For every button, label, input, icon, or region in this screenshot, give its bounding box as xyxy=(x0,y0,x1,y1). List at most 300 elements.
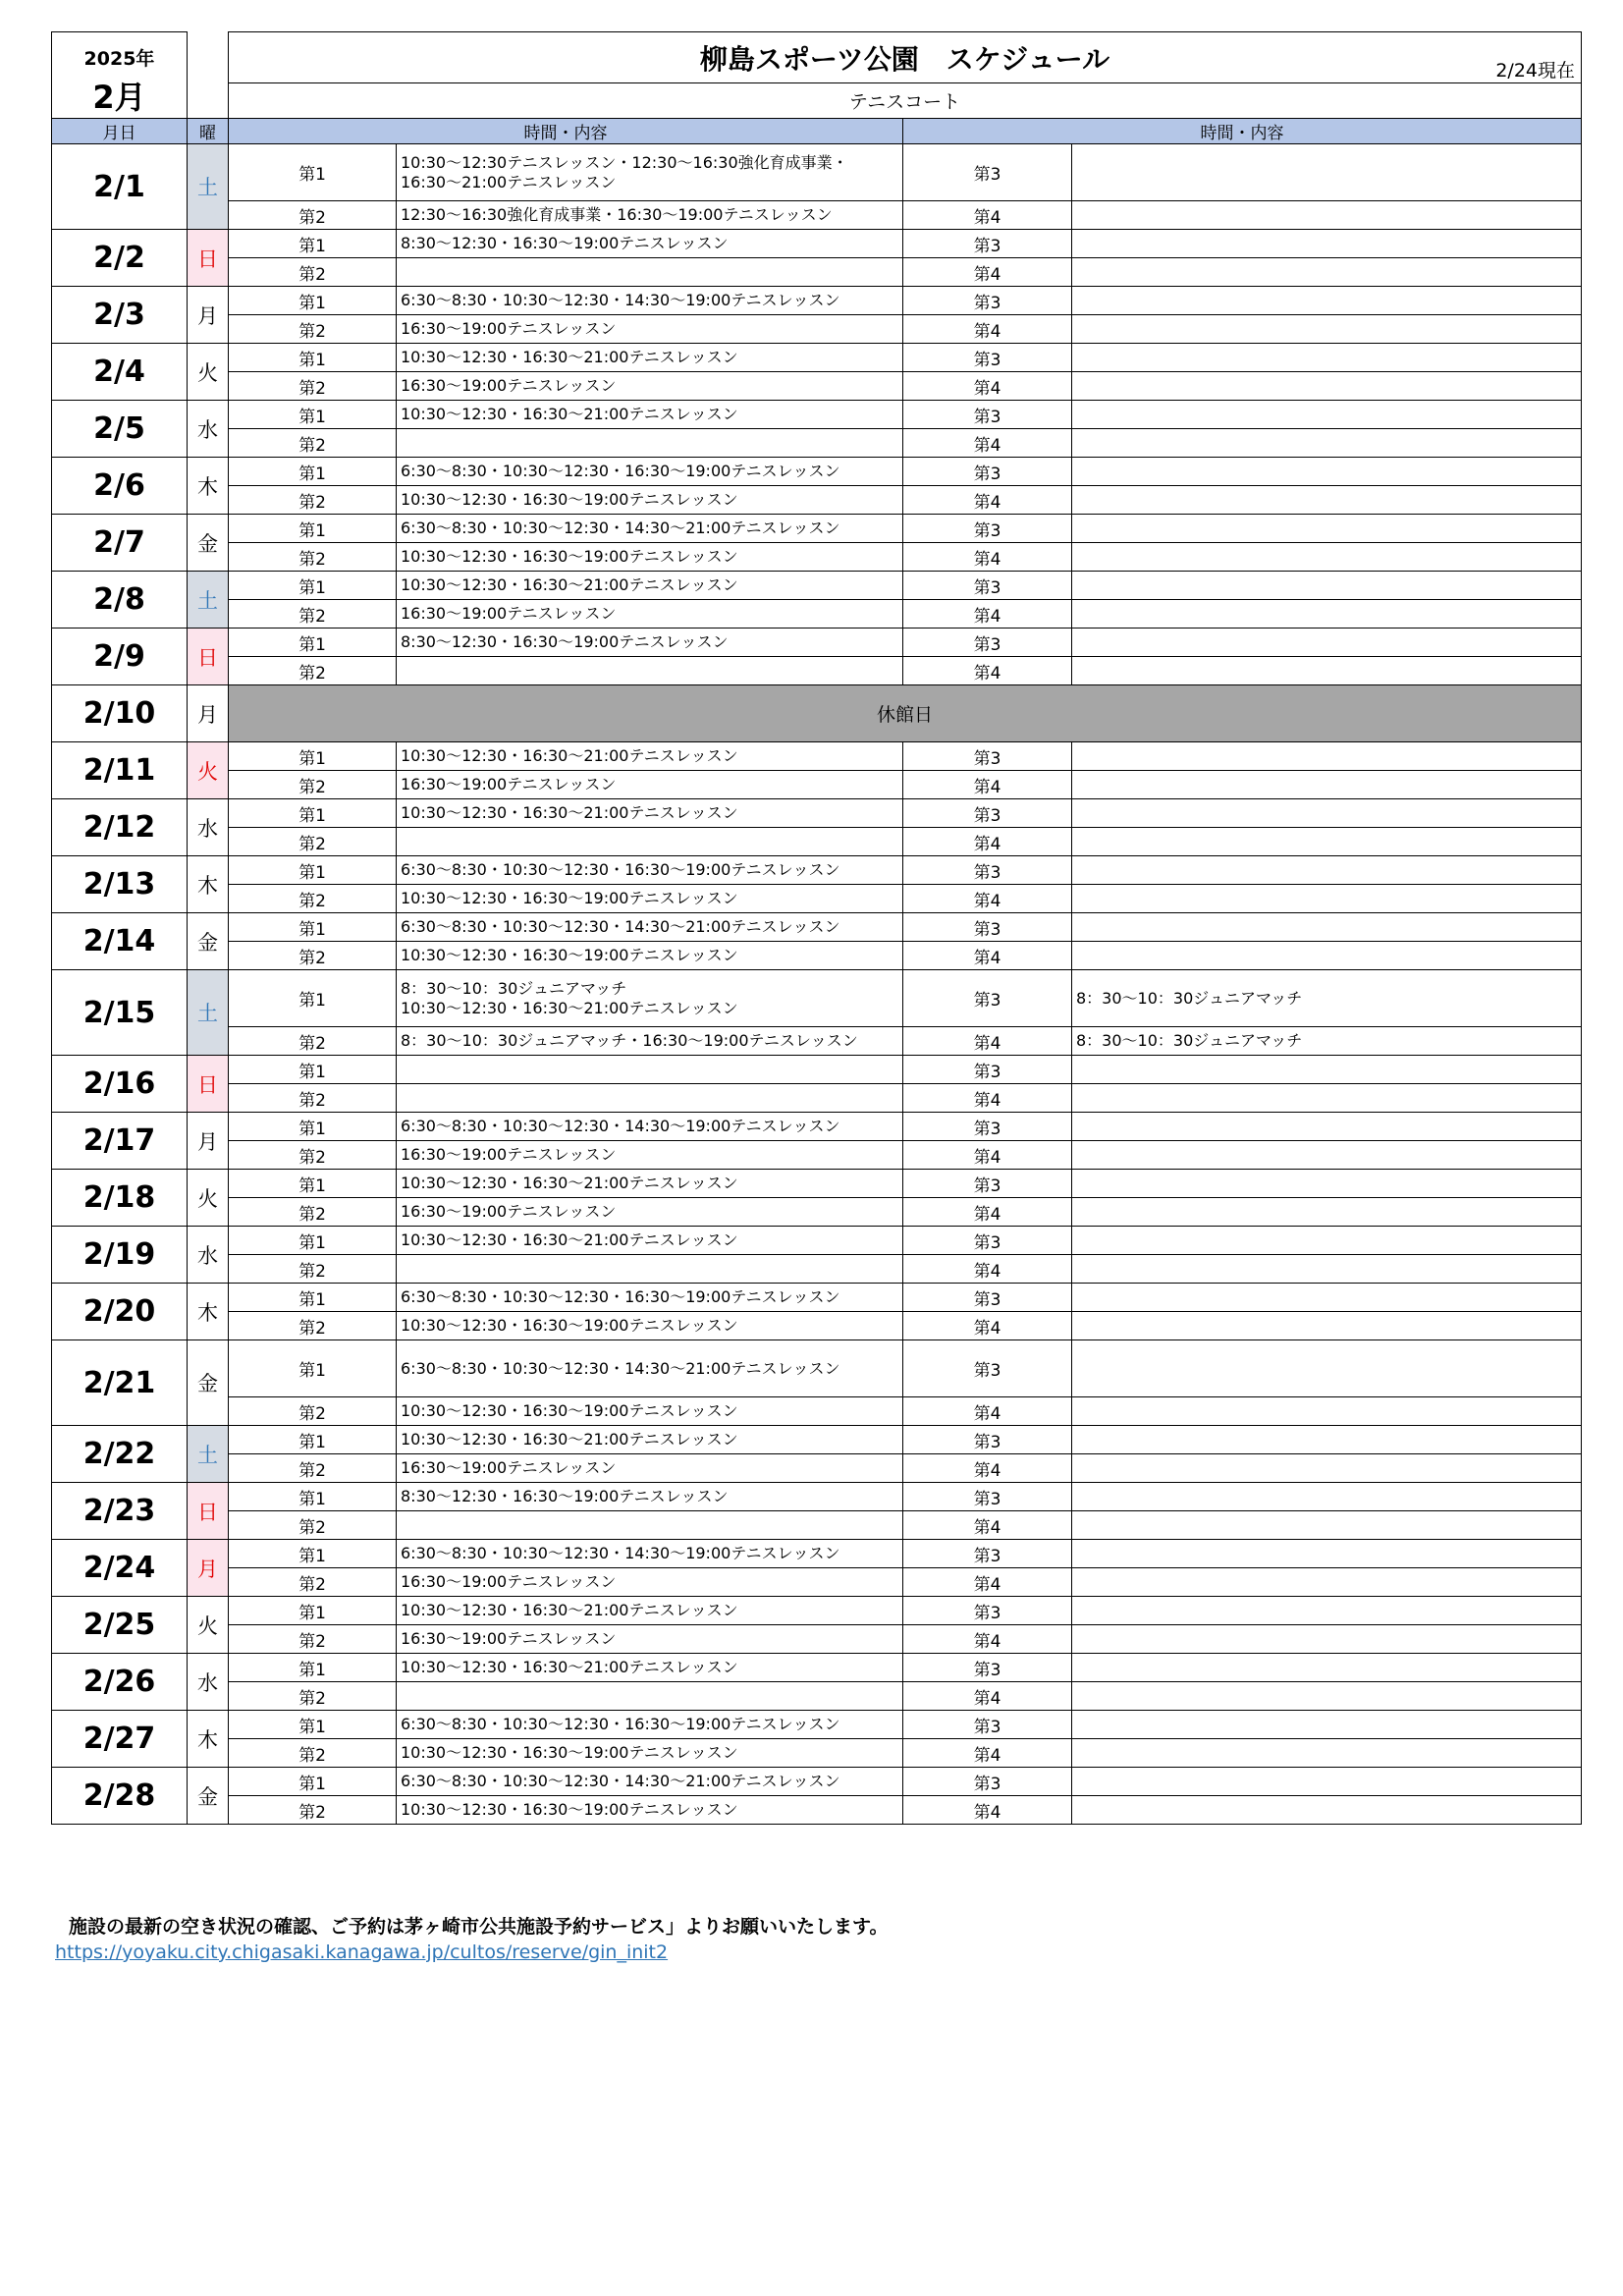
court-label: 第3 xyxy=(903,1227,1072,1255)
court-4-content xyxy=(1072,1198,1582,1227)
court-3-content xyxy=(1072,913,1582,942)
court-label: 第1 xyxy=(229,515,397,543)
court-label: 第2 xyxy=(229,1568,397,1597)
court-4-content xyxy=(1072,1511,1582,1540)
day-row-second xyxy=(52,429,1582,458)
court-label: 第1 xyxy=(229,572,397,600)
weekday-cell: 月 xyxy=(188,1113,229,1170)
court-1-content: 8：30～10：30ジュニアマッチ 10:30～12:30・16:30～21:00テニスレッスン xyxy=(397,970,903,1027)
day-row xyxy=(52,685,1582,742)
court-label: 第4 xyxy=(903,1027,1072,1056)
court-1-content: 10:30～12:30・16:30～21:00テニスレッスン xyxy=(397,1654,903,1682)
court-label: 第1 xyxy=(229,1768,397,1796)
court-4-content xyxy=(1072,1796,1582,1825)
court-label: 第3 xyxy=(903,1711,1072,1739)
court-label: 第1 xyxy=(229,799,397,828)
court-label: 第1 xyxy=(229,970,397,1027)
day-row xyxy=(52,1227,1582,1255)
court-3-content xyxy=(1072,1426,1582,1454)
weekday-cell: 木 xyxy=(188,1711,229,1768)
court-3-content xyxy=(1072,144,1582,201)
court-label: 第1 xyxy=(229,1056,397,1084)
date-cell: 2/7 xyxy=(52,515,188,572)
court-label: 第2 xyxy=(229,885,397,913)
day-row xyxy=(52,1340,1582,1397)
court-1-content: 8:30～12:30・16:30～19:00テニスレッスン xyxy=(397,230,903,258)
court-label: 第3 xyxy=(903,1056,1072,1084)
court-label: 第3 xyxy=(903,515,1072,543)
day-row xyxy=(52,1056,1582,1084)
court-label: 第3 xyxy=(903,344,1072,372)
date-cell: 2/13 xyxy=(52,856,188,913)
court-4-content xyxy=(1072,1739,1582,1768)
day-row xyxy=(52,913,1582,942)
court-label: 第3 xyxy=(903,1426,1072,1454)
court-1-content: 10:30～12:30・16:30～21:00テニスレッスン xyxy=(397,401,903,429)
court-label: 第1 xyxy=(229,401,397,429)
court-4-content xyxy=(1072,1141,1582,1170)
day-row-second xyxy=(52,1739,1582,1768)
court-2-content: 16:30～19:00テニスレッスン xyxy=(397,771,903,799)
court-3-content xyxy=(1072,1768,1582,1796)
court-label: 第2 xyxy=(229,315,397,344)
court-3-content xyxy=(1072,629,1582,657)
date-cell: 2/2 xyxy=(52,230,188,287)
court-3-content xyxy=(1072,742,1582,771)
date-cell: 2/23 xyxy=(52,1483,188,1540)
day-row xyxy=(52,856,1582,885)
court-label: 第3 xyxy=(903,572,1072,600)
court-4-content xyxy=(1072,315,1582,344)
court-label: 第3 xyxy=(903,742,1072,771)
court-label: 第1 xyxy=(229,1483,397,1511)
court-3-content xyxy=(1072,401,1582,429)
weekday-cell: 土 xyxy=(188,970,229,1056)
court-label: 第3 xyxy=(903,1597,1072,1625)
day-row xyxy=(52,458,1582,486)
court-1-content: 10:30～12:30テニスレッスン・12:30～16:30強化育成事業・ 16:30～21:00テニスレッスン xyxy=(397,144,903,201)
weekday-cell: 土 xyxy=(188,572,229,629)
court-label: 第4 xyxy=(903,885,1072,913)
day-row-second xyxy=(52,885,1582,913)
court-label: 第1 xyxy=(229,1113,397,1141)
weekday-cell: 水 xyxy=(188,1654,229,1711)
court-label: 第3 xyxy=(903,1284,1072,1312)
court-label: 第3 xyxy=(903,287,1072,315)
court-label: 第2 xyxy=(229,486,397,515)
court-label: 第4 xyxy=(903,1796,1072,1825)
court-label: 第1 xyxy=(229,458,397,486)
court-label: 第4 xyxy=(903,1084,1072,1113)
court-1-content: 10:30～12:30・16:30～21:00テニスレッスン xyxy=(397,1597,903,1625)
court-label: 第4 xyxy=(903,1682,1072,1711)
court-4-content xyxy=(1072,885,1582,913)
court-label: 第2 xyxy=(229,543,397,572)
date-cell: 2/14 xyxy=(52,913,188,970)
court-label: 第4 xyxy=(903,372,1072,401)
court-2-content xyxy=(397,1511,903,1540)
court-label: 第4 xyxy=(903,258,1072,287)
date-cell: 2/1 xyxy=(52,144,188,230)
col-header-content-right: 時間・内容 xyxy=(903,119,1582,144)
date-cell: 2/24 xyxy=(52,1540,188,1597)
court-label: 第1 xyxy=(229,230,397,258)
day-row-second xyxy=(52,201,1582,230)
day-row-second xyxy=(52,1198,1582,1227)
month-label: 2月 xyxy=(92,79,146,116)
day-row-second xyxy=(52,1255,1582,1284)
court-label: 第3 xyxy=(903,1654,1072,1682)
court-label: 第2 xyxy=(229,1255,397,1284)
court-label: 第4 xyxy=(903,942,1072,970)
day-row-second xyxy=(52,1568,1582,1597)
weekday-cell: 月 xyxy=(188,287,229,344)
court-1-content: 10:30～12:30・16:30～21:00テニスレッスン xyxy=(397,1426,903,1454)
court-3-content xyxy=(1072,287,1582,315)
court-label: 第4 xyxy=(903,1397,1072,1426)
court-3-content xyxy=(1072,1227,1582,1255)
court-label: 第2 xyxy=(229,1511,397,1540)
court-label: 第1 xyxy=(229,742,397,771)
court-1-content: 8:30～12:30・16:30～19:00テニスレッスン xyxy=(397,629,903,657)
court-label: 第3 xyxy=(903,1540,1072,1568)
court-label: 第1 xyxy=(229,1711,397,1739)
court-3-content xyxy=(1072,1113,1582,1141)
court-label: 第1 xyxy=(229,629,397,657)
court-1-content: 10:30～12:30・16:30～21:00テニスレッスン xyxy=(397,1170,903,1198)
court-1-content: 6:30～8:30・10:30～12:30・14:30～21:00テニスレッスン xyxy=(397,1340,903,1397)
court-label: 第4 xyxy=(903,1141,1072,1170)
court-3-content xyxy=(1072,856,1582,885)
day-row xyxy=(52,287,1582,315)
date-cell: 2/11 xyxy=(52,742,188,799)
day-row xyxy=(52,1597,1582,1625)
court-label: 第4 xyxy=(903,1625,1072,1654)
weekday-cell: 水 xyxy=(188,401,229,458)
day-row-second xyxy=(52,1397,1582,1426)
court-label: 第2 xyxy=(229,1682,397,1711)
court-3-content xyxy=(1072,458,1582,486)
court-2-content: 10:30～12:30・16:30～19:00テニスレッスン xyxy=(397,1796,903,1825)
court-label: 第3 xyxy=(903,856,1072,885)
day-row-second xyxy=(52,372,1582,401)
weekday-cell: 土 xyxy=(188,1426,229,1483)
weekday-cell: 木 xyxy=(188,856,229,913)
weekday-cell: 日 xyxy=(188,629,229,685)
court-label: 第4 xyxy=(903,486,1072,515)
schedule-table xyxy=(51,31,1582,1825)
court-1-content: 10:30～12:30・16:30～21:00テニスレッスン xyxy=(397,344,903,372)
date-cell: 2/19 xyxy=(52,1227,188,1284)
court-2-content: 16:30～19:00テニスレッスン xyxy=(397,1454,903,1483)
court-label: 第1 xyxy=(229,1540,397,1568)
day-row xyxy=(52,970,1582,1027)
court-2-content: 16:30～19:00テニスレッスン xyxy=(397,1625,903,1654)
day-row-second xyxy=(52,1084,1582,1113)
day-row-second xyxy=(52,543,1582,572)
court-2-content: 8：30～10：30ジュニアマッチ・16:30～19:00テニスレッスン xyxy=(397,1027,903,1056)
col-header-content-left: 時間・内容 xyxy=(229,119,903,144)
court-2-content: 12:30～16:30強化育成事業・16:30～19:00テニスレッスン xyxy=(397,201,903,230)
date-cell: 2/6 xyxy=(52,458,188,515)
day-row xyxy=(52,144,1582,201)
court-2-content xyxy=(397,1084,903,1113)
court-label: 第2 xyxy=(229,1625,397,1654)
court-1-content: 10:30～12:30・16:30～21:00テニスレッスン xyxy=(397,742,903,771)
court-label: 第1 xyxy=(229,344,397,372)
court-1-content: 6:30～8:30・10:30～12:30・16:30～19:00テニスレッスン xyxy=(397,1284,903,1312)
court-label: 第3 xyxy=(903,1113,1072,1141)
court-label: 第2 xyxy=(229,1141,397,1170)
closed-day-cell: 休館日 xyxy=(229,685,1582,742)
court-3-content xyxy=(1072,344,1582,372)
date-cell: 2/15 xyxy=(52,970,188,1056)
court-label: 第2 xyxy=(229,1198,397,1227)
court-3-content xyxy=(1072,1340,1582,1397)
court-2-content: 16:30～19:00テニスレッスン xyxy=(397,315,903,344)
court-1-content: 6:30～8:30・10:30～12:30・14:30～21:00テニスレッスン xyxy=(397,1768,903,1796)
weekday-cell: 金 xyxy=(188,1340,229,1426)
court-2-content: 16:30～19:00テニスレッスン xyxy=(397,1198,903,1227)
day-row xyxy=(52,1654,1582,1682)
court-2-content: 10:30～12:30・16:30～19:00テニスレッスン xyxy=(397,1739,903,1768)
date-cell: 2/10 xyxy=(52,685,188,742)
header-spacer xyxy=(188,32,229,83)
court-label: 第1 xyxy=(229,1340,397,1397)
day-row-second xyxy=(52,1027,1582,1056)
weekday-cell: 水 xyxy=(188,799,229,856)
court-label: 第4 xyxy=(903,1312,1072,1340)
footer-note: 施設の最新の空き状況の確認、ご予約は茅ヶ崎市公共施設予約サービス」よりお願いいたします。 xyxy=(69,1916,889,1938)
court-1-content: 6:30～8:30・10:30～12:30・16:30～19:00テニスレッスン xyxy=(397,458,903,486)
day-row xyxy=(52,344,1582,372)
court-4-content xyxy=(1072,486,1582,515)
court-label: 第2 xyxy=(229,258,397,287)
court-4-content xyxy=(1072,1568,1582,1597)
court-1-content: 10:30～12:30・16:30～21:00テニスレッスン xyxy=(397,1227,903,1255)
day-row xyxy=(52,799,1582,828)
court-2-content: 16:30～19:00テニスレッスン xyxy=(397,600,903,629)
court-3-content xyxy=(1072,1483,1582,1511)
day-row xyxy=(52,572,1582,600)
court-4-content xyxy=(1072,1084,1582,1113)
date-cell: 2/21 xyxy=(52,1340,188,1426)
court-2-content xyxy=(397,657,903,685)
court-3-content xyxy=(1072,230,1582,258)
weekday-cell: 日 xyxy=(188,1483,229,1540)
weekday-cell: 金 xyxy=(188,1768,229,1825)
court-1-content xyxy=(397,1056,903,1084)
day-row-second xyxy=(52,1141,1582,1170)
date-cell: 2/9 xyxy=(52,629,188,685)
court-label: 第3 xyxy=(903,970,1072,1027)
day-row-second xyxy=(52,1682,1582,1711)
court-label: 第3 xyxy=(903,458,1072,486)
court-4-content xyxy=(1072,828,1582,856)
court-3-content: 8：30～10：30ジュニアマッチ xyxy=(1072,970,1582,1027)
court-label: 第4 xyxy=(903,429,1072,458)
day-row-second xyxy=(52,315,1582,344)
day-row-second xyxy=(52,258,1582,287)
day-row xyxy=(52,1483,1582,1511)
court-label: 第2 xyxy=(229,1454,397,1483)
court-label: 第4 xyxy=(903,600,1072,629)
weekday-cell: 月 xyxy=(188,1540,229,1597)
court-4-content xyxy=(1072,1454,1582,1483)
date-cell: 2/26 xyxy=(52,1654,188,1711)
date-cell: 2/25 xyxy=(52,1597,188,1654)
title-cell xyxy=(229,32,1582,83)
court-4-content xyxy=(1072,429,1582,458)
court-label: 第2 xyxy=(229,1397,397,1426)
day-row xyxy=(52,1284,1582,1312)
court-label: 第1 xyxy=(229,1284,397,1312)
court-2-content: 10:30～12:30・16:30～19:00テニスレッスン xyxy=(397,1397,903,1426)
court-label: 第1 xyxy=(229,1597,397,1625)
court-3-content xyxy=(1072,1597,1582,1625)
date-cell: 2/17 xyxy=(52,1113,188,1170)
day-row-second xyxy=(52,1312,1582,1340)
court-2-content: 10:30～12:30・16:30～19:00テニスレッスン xyxy=(397,486,903,515)
court-3-content xyxy=(1072,1654,1582,1682)
court-4-content xyxy=(1072,1682,1582,1711)
court-2-content: 10:30～12:30・16:30～19:00テニスレッスン xyxy=(397,942,903,970)
court-label: 第2 xyxy=(229,1739,397,1768)
weekday-cell: 木 xyxy=(188,458,229,515)
facility-subtitle: テニスコート xyxy=(229,83,1582,119)
court-2-content xyxy=(397,258,903,287)
date-cell: 2/28 xyxy=(52,1768,188,1825)
court-label: 第1 xyxy=(229,913,397,942)
page-title: 柳島スポーツ公園 スケジュール xyxy=(699,42,1110,76)
court-2-content xyxy=(397,828,903,856)
court-1-content: 6:30～8:30・10:30～12:30・14:30～19:00テニスレッスン xyxy=(397,1113,903,1141)
date-cell: 2/27 xyxy=(52,1711,188,1768)
date-cell: 2/5 xyxy=(52,401,188,458)
court-label: 第1 xyxy=(229,287,397,315)
weekday-cell: 火 xyxy=(188,344,229,401)
court-label: 第3 xyxy=(903,1483,1072,1511)
court-2-content xyxy=(397,1255,903,1284)
court-3-content xyxy=(1072,799,1582,828)
court-label: 第3 xyxy=(903,401,1072,429)
day-row xyxy=(52,1113,1582,1141)
day-row-second xyxy=(52,828,1582,856)
court-4-content xyxy=(1072,771,1582,799)
court-label: 第4 xyxy=(903,1568,1072,1597)
day-row xyxy=(52,230,1582,258)
court-label: 第2 xyxy=(229,942,397,970)
court-label: 第4 xyxy=(903,657,1072,685)
court-3-content xyxy=(1072,1056,1582,1084)
day-row xyxy=(52,1768,1582,1796)
court-label: 第3 xyxy=(903,1340,1072,1397)
court-label: 第3 xyxy=(903,1768,1072,1796)
court-label: 第2 xyxy=(229,1796,397,1825)
court-label: 第1 xyxy=(229,1170,397,1198)
day-row xyxy=(52,629,1582,657)
court-3-content xyxy=(1072,1540,1582,1568)
weekday-cell: 日 xyxy=(188,1056,229,1113)
court-label: 第4 xyxy=(903,771,1072,799)
date-cell: 2/16 xyxy=(52,1056,188,1113)
court-label: 第3 xyxy=(903,799,1072,828)
court-4-content xyxy=(1072,1255,1582,1284)
day-row-second xyxy=(52,600,1582,629)
court-2-content: 16:30～19:00テニスレッスン xyxy=(397,1568,903,1597)
court-label: 第3 xyxy=(903,629,1072,657)
court-1-content: 6:30～8:30・10:30～12:30・14:30～21:00テニスレッスン xyxy=(397,515,903,543)
court-1-content: 6:30～8:30・10:30～12:30・16:30～19:00テニスレッスン xyxy=(397,856,903,885)
court-1-content: 6:30～8:30・10:30～12:30・14:30～21:00テニスレッスン xyxy=(397,913,903,942)
day-row-second xyxy=(52,657,1582,685)
court-2-content: 16:30～19:00テニスレッスン xyxy=(397,1141,903,1170)
court-label: 第2 xyxy=(229,1312,397,1340)
weekday-cell: 火 xyxy=(188,1597,229,1654)
court-2-content: 10:30～12:30・16:30～19:00テニスレッスン xyxy=(397,1312,903,1340)
date-cell: 2/20 xyxy=(52,1284,188,1340)
col-header-dow: 曜 xyxy=(188,119,229,144)
day-row xyxy=(52,1426,1582,1454)
date-cell: 2/3 xyxy=(52,287,188,344)
court-2-content: 10:30～12:30・16:30～19:00テニスレッスン xyxy=(397,543,903,572)
court-2-content xyxy=(397,1682,903,1711)
day-row-second xyxy=(52,771,1582,799)
court-label: 第4 xyxy=(903,1255,1072,1284)
court-4-content xyxy=(1072,372,1582,401)
court-1-content: 6:30～8:30・10:30～12:30・14:30～19:00テニスレッスン xyxy=(397,1540,903,1568)
court-4-content xyxy=(1072,201,1582,230)
date-cell: 2/8 xyxy=(52,572,188,629)
court-label: 第4 xyxy=(903,1454,1072,1483)
as-of-date: 2/24現在 xyxy=(1495,60,1576,82)
year-label: 2025年 xyxy=(83,48,155,70)
header-spacer xyxy=(188,83,229,119)
weekday-cell: 火 xyxy=(188,742,229,799)
court-label: 第2 xyxy=(229,372,397,401)
court-label: 第4 xyxy=(903,201,1072,230)
court-label: 第4 xyxy=(903,315,1072,344)
weekday-cell: 火 xyxy=(188,1170,229,1227)
court-label: 第4 xyxy=(903,543,1072,572)
date-cell: 2/4 xyxy=(52,344,188,401)
court-3-content xyxy=(1072,572,1582,600)
court-label: 第3 xyxy=(903,913,1072,942)
court-label: 第1 xyxy=(229,144,397,201)
court-4-content xyxy=(1072,942,1582,970)
day-row-second xyxy=(52,1625,1582,1654)
court-1-content: 10:30～12:30・16:30～21:00テニスレッスン xyxy=(397,799,903,828)
court-4-content xyxy=(1072,657,1582,685)
court-label: 第3 xyxy=(903,1170,1072,1198)
court-label: 第1 xyxy=(229,1654,397,1682)
day-row xyxy=(52,742,1582,771)
court-4-content xyxy=(1072,543,1582,572)
court-4-content xyxy=(1072,600,1582,629)
court-1-content: 6:30～8:30・10:30～12:30・16:30～19:00テニスレッスン xyxy=(397,1711,903,1739)
court-1-content: 6:30～8:30・10:30～12:30・14:30～19:00テニスレッスン xyxy=(397,287,903,315)
court-label: 第2 xyxy=(229,657,397,685)
court-4-content xyxy=(1072,1625,1582,1654)
court-label: 第1 xyxy=(229,1227,397,1255)
reservation-link[interactable]: https://yoyaku.city.chigasaki.kanagawa.jp/cultos/reserve/gin_init2 xyxy=(55,1941,669,1963)
day-row-second xyxy=(52,1454,1582,1483)
day-row-second xyxy=(52,1796,1582,1825)
weekday-cell: 金 xyxy=(188,515,229,572)
day-row xyxy=(52,1540,1582,1568)
court-label: 第2 xyxy=(229,771,397,799)
court-3-content xyxy=(1072,1170,1582,1198)
